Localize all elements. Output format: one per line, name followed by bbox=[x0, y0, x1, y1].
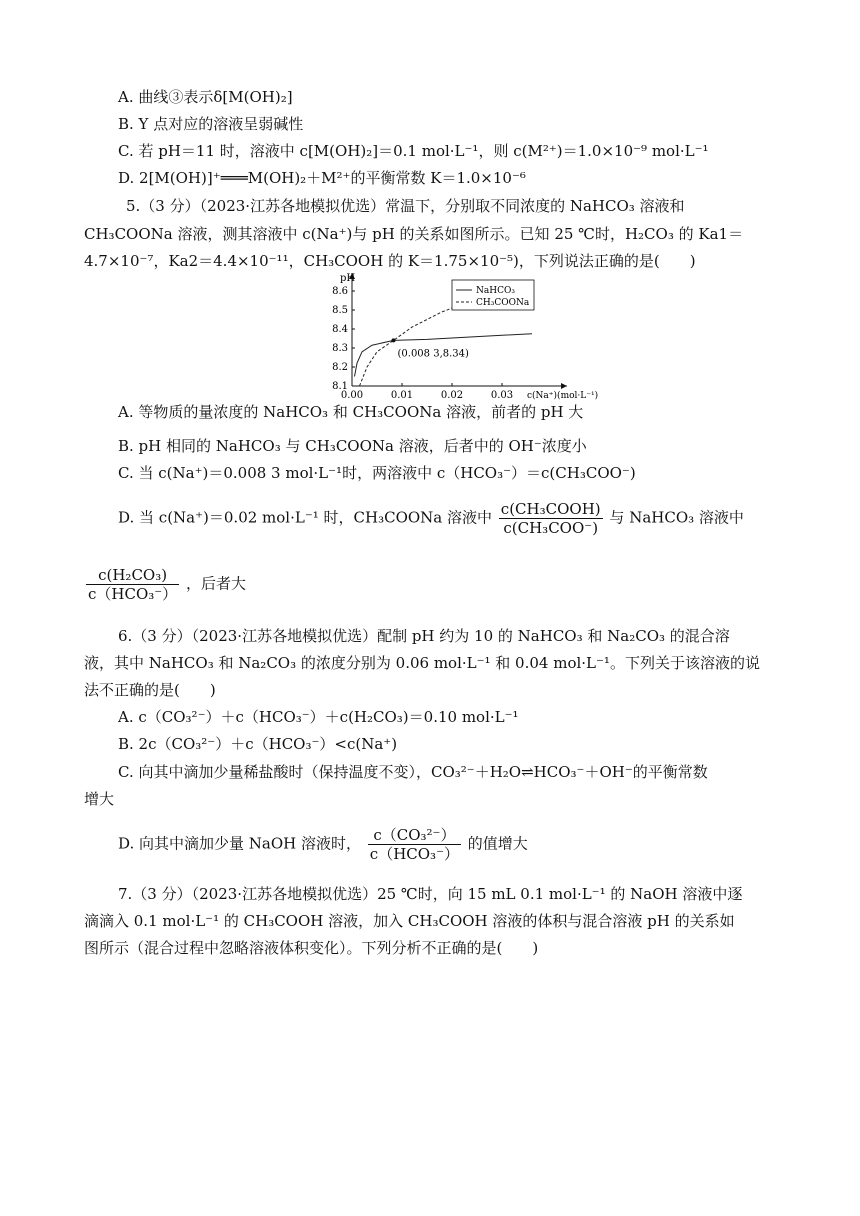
x-axis-arrow bbox=[561, 383, 567, 389]
q5-stem-line3: 4.7×10⁻⁷，Ka2＝4.4×10⁻¹¹，CH₃COOH 的 K＝1.75×10⁻⁵)，下列说法正确的是( ) bbox=[84, 252, 696, 270]
fraction-numerator: c（CO₃²⁻） bbox=[368, 826, 461, 845]
y-tick-label: 8.3 bbox=[332, 343, 348, 354]
x-tick-label: 0.00 bbox=[340, 390, 364, 401]
q6-option-c: C. 向其中滴加少量稀盐酸时（保持温度不变），CO₃²⁻＋H₂O⇌HCO₃⁻＋OH⁻的平衡常数 bbox=[118, 763, 708, 781]
q6-stem-line1: 6.（3 分）（2023·江苏各地模拟优选）配制 pH 约为 10 的 NaHCO₃ 和 Na₂CO₃ 的混合溶 bbox=[118, 627, 730, 645]
q5-option-d-fraction-1 bbox=[499, 500, 603, 537]
q4-option-d: D. 2[M(OH)]⁺═══M(OH)₂＋M²⁺的平衡常数 K＝1.0×10⁻⁶ bbox=[118, 169, 526, 187]
x-tick-label: 0.02 bbox=[440, 390, 464, 401]
q5-stem-line1: 5.（3 分）（2023·江苏各地模拟优选）常温下，分别取不同浓度的 NaHCO₃ 溶液和 bbox=[126, 197, 685, 215]
q6-option-d-fraction bbox=[368, 826, 461, 863]
q7-stem-line3: 图所示（混合过程中忽略溶液体积变化）。下列分析不正确的是( ) bbox=[84, 939, 539, 957]
q6-option-a: A. c（CO₃²⁻）＋c（HCO₃⁻）＋c(H₂CO₃)＝0.10 mol·L⁻¹ bbox=[118, 708, 519, 726]
legend-label-nahco3: NaHCO₃ bbox=[476, 286, 515, 296]
q7-stem-line1: 7.（3 分）（2023·江苏各地模拟优选）25 ℃时，向 15 mL 0.1 mol·L⁻¹ 的 NaOH 溶液中逐 bbox=[118, 885, 743, 903]
fraction-numerator: c(H₂CO₃) bbox=[86, 566, 179, 585]
q4-option-a: A. 曲线③表示δ[M(OH)₂] bbox=[118, 88, 293, 106]
q6-option-d bbox=[118, 826, 528, 863]
q7-stem-line2: 滴滴入 0.1 mol·L⁻¹ 的 CH₃COOH 溶液，加入 CH₃COOH 溶液的体积与混合溶液 pH 的关系如 bbox=[84, 912, 735, 930]
q6-option-c-continued: 增大 bbox=[84, 790, 115, 808]
y-tick-label: 8.1 bbox=[332, 381, 348, 392]
y-axis-label: pH bbox=[340, 273, 356, 284]
fraction-denominator: c（HCO₃⁻） bbox=[369, 845, 459, 863]
q6-stem-line2: 液，其中 NaHCO₃ 和 Na₂CO₃ 的浓度分别为 0.06 mol·L⁻¹ 和 0.04 mol·L⁻¹。下列关于该溶液的说 bbox=[84, 654, 760, 672]
x-tick-label: 0.03 bbox=[490, 390, 514, 401]
y-tick-label: 8.2 bbox=[332, 362, 348, 373]
intersection-annotation: (0.008 3,8.34) bbox=[397, 348, 469, 360]
q5-option-c: C. 当 c(Na⁺)＝0.008 3 mol·L⁻¹时，两溶液中 c（HCO₃⁻）＝c(CH₃COO⁻) bbox=[118, 464, 636, 482]
q5-option-d-fraction-2 bbox=[86, 566, 179, 603]
q5-option-a: A. 等物质的量浓度的 NaHCO₃ 和 CH₃COONa 溶液，前者的 pH 大 bbox=[118, 403, 584, 421]
q5-option-d-continued bbox=[84, 566, 246, 603]
q6-option-b: B. 2c（CO₃²⁻）＋c（HCO₃⁻）<c(Na⁺) bbox=[118, 735, 398, 753]
intersection-point bbox=[392, 338, 396, 342]
q5-option-d bbox=[118, 500, 744, 537]
q4-option-c: C. 若 pH＝11 时，溶液中 c[M(OH)₂]＝0.1 mol·L⁻¹，则 c(M²⁺)＝1.0×10⁻⁹ mol·L⁻¹ bbox=[118, 142, 709, 160]
q4-option-b: B. Y 点对应的溶液呈弱碱性 bbox=[118, 115, 304, 133]
q5-option-d-suffix: ，后者大 bbox=[185, 574, 246, 593]
fraction-denominator: c(CH₃COO⁻) bbox=[503, 519, 599, 537]
ph-concentration-chart bbox=[322, 273, 599, 404]
x-axis-label: c(Na⁺)(mol·L⁻¹) bbox=[527, 391, 599, 401]
x-tick-label: 0.01 bbox=[390, 390, 414, 401]
y-tick-label: 8.4 bbox=[332, 324, 348, 335]
fraction-denominator: c（HCO₃⁻） bbox=[88, 585, 178, 603]
y-tick-label: 8.5 bbox=[332, 305, 348, 316]
q6-option-d-prefix: D. 向其中滴加少量 NaOH 溶液时， bbox=[118, 834, 362, 853]
q6-stem-line3: 法不正确的是( ) bbox=[84, 681, 216, 699]
q5-option-d-middle: 与 NaHCO₃ 溶液中 bbox=[609, 508, 744, 527]
fraction-numerator: c(CH₃COOH) bbox=[500, 500, 601, 518]
q5-option-b: B. pH 相同的 NaHCO₃ 与 CH₃COONa 溶液，后者中的 OH⁻浓度小 bbox=[118, 437, 587, 455]
q5-option-d-prefix: D. 当 c(Na⁺)＝0.02 mol·L⁻¹ 时，CH₃COONa 溶液中 bbox=[118, 508, 493, 527]
legend-label-ch3coona: CH₃COONa bbox=[476, 298, 530, 308]
y-tick-label: 8.6 bbox=[332, 286, 348, 297]
q6-option-d-suffix: 的值增大 bbox=[467, 834, 528, 853]
q5-stem-line2: CH₃COONa 溶液，测其溶液中 c(Na⁺)与 pH 的关系如图所示。已知 25 ℃时，H₂CO₃ 的 Ka1＝ bbox=[84, 225, 744, 243]
